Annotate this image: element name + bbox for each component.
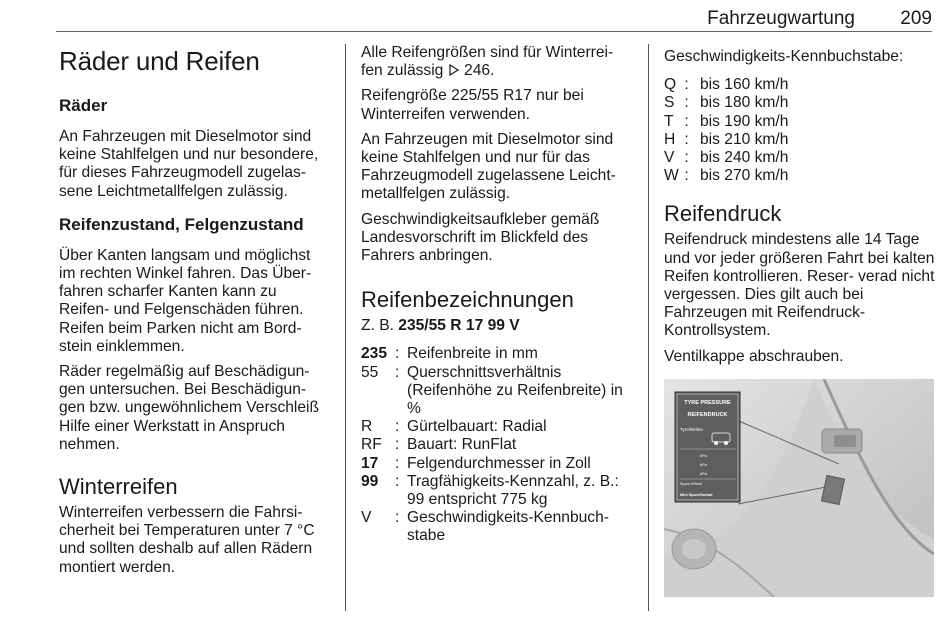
designation-value: Gürtelbauart: Radial [407, 418, 547, 436]
separator: : [395, 418, 400, 436]
example-line [361, 317, 633, 335]
designation-value: Geschwindigkeits-Kennbuch- stabe [407, 509, 609, 545]
designation-value: Tragfähigkeits-Kennzahl, z. B.: 99 entspricht 775 kg [407, 472, 619, 509]
speed-index-row [664, 76, 936, 94]
designation-row [361, 364, 633, 419]
label-unit: kPa [700, 471, 707, 476]
paragraph: Geschwindigkeits-Kennbuchstabe: [664, 48, 904, 65]
example-prefix: Z. B. [361, 317, 394, 335]
paragraph-text: Alle Reifengrößen sind für Winterrei- fen zulässig [361, 44, 614, 80]
speed-index-row [664, 149, 936, 167]
designation-key: 235 [361, 345, 388, 363]
column-1 [59, 44, 331, 584]
paragraph: An Fahrzeugen mit Dieselmotor sind keine Stahlfelgen und nur für das Fahrzeugmodell zugelassene Leicht- metallfelgen zulässig. [361, 130, 616, 203]
paragraph: An Fahrzeugen mit Dieselmotor sind keine Stahlfelgen und nur besondere, für dieses Fahrzeugmodell zugelas- sene Leichtmetallfelgen zulässig. [59, 128, 319, 200]
designation-key: V [361, 509, 372, 527]
label-title-en: TYRE PRESSURE [684, 400, 731, 406]
page-number: 209 [900, 8, 932, 29]
column-divider [345, 44, 346, 611]
paragraph: Winterreifen verbessern die Fahrsi- cherheit bei Temperaturen unter 7 °C und sollten deshalb auf allen Rädern montiert werden. [59, 504, 315, 576]
paragraph: Ventilkappe abschrauben. [664, 347, 844, 365]
heading-raeder: Räder [59, 96, 108, 115]
heading-winterreifen: Winterreifen [59, 474, 178, 500]
heading-reifenbezeichnungen: Reifenbezeichnungen [361, 287, 574, 313]
speed-index-row [664, 94, 936, 112]
separator: : [680, 76, 689, 94]
label-unit: kPa [700, 453, 707, 458]
paragraph: Räder regelmäßig auf Beschädigun- gen untersuchen. Bei Beschädigun- gen bzw. ungewöhnlichem Verschleiß Hilfe einer Werkstatt in Anspruch nehmen. [59, 363, 320, 453]
cross-reference-icon [448, 62, 464, 79]
designation-value: Bauart: RunFlat [407, 436, 517, 454]
designation-key: 17 [361, 454, 379, 472]
column-divider [648, 44, 649, 611]
separator: : [680, 130, 689, 148]
speed-value: bis 160 km/h [700, 76, 789, 94]
separator: : [680, 112, 689, 130]
speed-index-row [664, 113, 936, 131]
header-rule [56, 31, 932, 32]
designation-row [361, 509, 633, 545]
separator: : [680, 149, 689, 167]
tire-pressure-label-photo [664, 379, 934, 597]
designation-list [361, 345, 633, 545]
speed-value: bis 190 km/h [700, 112, 789, 130]
speed-index-row [664, 167, 936, 185]
separator: : [395, 454, 400, 472]
designation-row [361, 345, 633, 363]
paragraph: Reifendruck mindestens alle 14 Tage und vor jeder größeren Fahrt bei kalten Reifen kontrollieren. Reser- verad nicht vergessen. Dies gilt auch bei Fahrzeugen mit Reifendruck- Kontrollsystem. [664, 231, 935, 340]
label-title-de: REIFENDRUCK [687, 412, 728, 418]
column-2 [361, 44, 633, 546]
page-header [0, 0, 950, 34]
designation-row [361, 455, 633, 473]
separator: : [395, 509, 400, 527]
heading-reifendruck: Reifendruck [664, 201, 782, 227]
speed-value: bis 270 km/h [700, 167, 789, 185]
designation-row [361, 436, 633, 454]
designation-value: Felgendurchmesser in Zoll [407, 454, 591, 472]
speed-value: bis 180 km/h [700, 94, 789, 112]
designation-row [361, 418, 633, 436]
speed-letter: H [664, 130, 676, 148]
separator: : [395, 363, 400, 381]
example-code: 235/55 R 17 99 V [398, 317, 520, 335]
designation-key: 55 [361, 363, 379, 381]
paragraph: Reifengröße 225/55 R17 nur bei Winterreifen verwenden. [361, 87, 584, 123]
separator: : [680, 167, 689, 185]
cross-reference-link[interactable]: 246. [464, 62, 495, 80]
designation-key: 99 [361, 472, 379, 490]
speed-letter: S [664, 94, 675, 112]
paragraph: Über Kanten langsam und möglichst im rechten Winkel fahren. Das Über- fahren scharfer Kanten kann zu Reifen- und Felgenschäden führen. Reifen beim Parken nicht am Bord- stein einklemmen. [59, 246, 312, 355]
speed-index-row [664, 131, 936, 149]
separator: : [680, 94, 689, 112]
speed-letter: V [664, 149, 675, 167]
paragraph [361, 44, 633, 80]
heading-reifenzustand: Reifenzustand, Felgenzustand [59, 214, 304, 234]
speed-value: bis 240 km/h [700, 149, 789, 167]
separator: : [395, 472, 400, 490]
designation-key: R [361, 418, 373, 436]
speed-letter: Q [664, 76, 677, 94]
paragraph: Geschwindigkeitsaufkleber gemäß Landesvorschrift im Blickfeld des Fahrers anbringen. [361, 210, 600, 265]
designation-key: RF [361, 436, 382, 454]
label-subtitle: Tyre/Reifen [680, 427, 704, 432]
section-title: Fahrzeugwartung [707, 8, 855, 29]
speed-index-list [664, 76, 936, 185]
label-spare: Spare Wheel [680, 482, 702, 486]
separator: : [395, 345, 400, 363]
page-title: Räder und Reifen [59, 46, 260, 76]
label-mini-spare: Mini Spare/Notrad [680, 493, 713, 497]
speed-letter: T [664, 112, 674, 130]
designation-value: Reifenbreite in mm [407, 345, 538, 363]
designation-value: Querschnittsverhältnis (Reifenhöhe zu Reifenbreite) in % [407, 363, 623, 418]
separator: : [395, 436, 400, 454]
speed-letter: W [664, 167, 679, 185]
designation-row [361, 473, 633, 509]
column-3 [664, 48, 936, 373]
label-unit: kPa [700, 462, 707, 467]
speed-value: bis 210 km/h [700, 130, 789, 148]
